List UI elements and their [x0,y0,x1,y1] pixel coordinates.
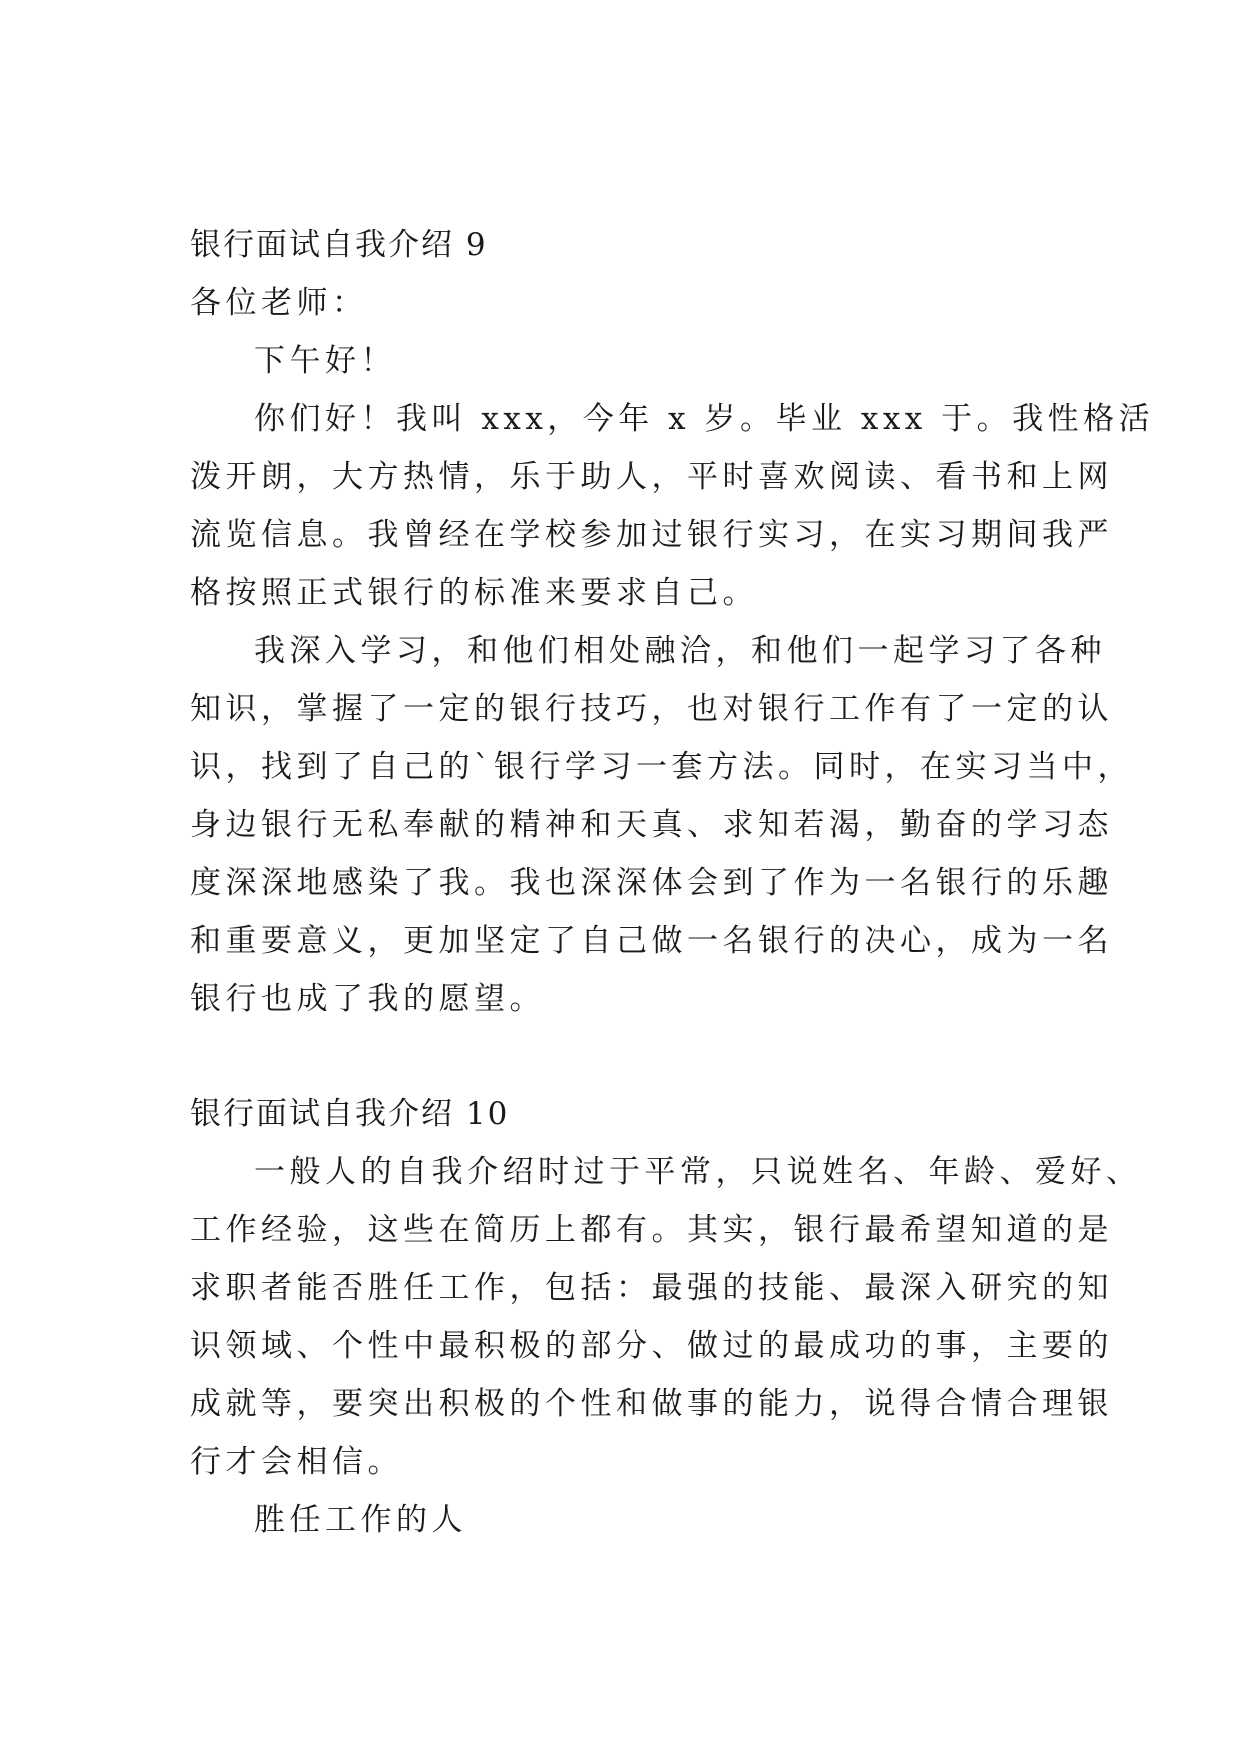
paragraph-line: 求职者能否胜任工作，包括：最强的技能、最深入研究的知 [190,1270,1113,1306]
section-10-title: 银行面试自我介绍 10 [190,1096,510,1132]
paragraph-line: 你们好！我叫 xxx，今年 x 岁。毕业 xxx 于。我性格活 [254,401,1155,437]
paragraph-line: 胜任工作的人 [254,1502,467,1538]
section-9-title: 银行面试自我介绍 9 [190,227,488,263]
paragraph-line: 流览信息。我曾经在学校参加过银行实习，在实习期间我严 [190,517,1113,553]
paragraph-line: 身边银行无私奉献的精神和天真、求知若渴，勤奋的学习态 [190,807,1113,843]
paragraph-line: 成就等，要突出积极的个性和做事的能力，说得合情合理银 [190,1386,1113,1422]
paragraph-line: 度深深地感染了我。我也深深体会到了作为一名银行的乐趣 [190,865,1113,901]
salutation: 各位老师： [190,285,368,321]
paragraph-line: 一般人的自我介绍时过于平常，只说姓名、年龄、爱好、 [254,1154,1142,1190]
paragraph-line: 和重要意义，更加坚定了自己做一名银行的决心，成为一名 [190,923,1113,959]
paragraph-line: 识，找到了自己的`银行学习一套方法。同时，在实习当中， [190,749,1133,785]
paragraph-line: 行才会相信。 [190,1444,403,1480]
paragraph-line: 银行也成了我的愿望。 [190,981,545,1017]
greeting: 下午好！ [254,343,396,379]
paragraph-line: 工作经验，这些在简历上都有。其实，银行最希望知道的是 [190,1212,1113,1248]
paragraph-line: 泼开朗，大方热情，乐于助人，平时喜欢阅读、看书和上网 [190,459,1113,495]
paragraph-line: 格按照正式银行的标准来要求自己。 [190,575,758,611]
paragraph-line: 我深入学习，和他们相处融洽，和他们一起学习了各种 [254,633,1106,669]
paragraph-line: 知识，掌握了一定的银行技巧，也对银行工作有了一定的认 [190,691,1113,727]
paragraph-line: 识领域、个性中最积极的部分、做过的最成功的事，主要的 [190,1328,1113,1364]
